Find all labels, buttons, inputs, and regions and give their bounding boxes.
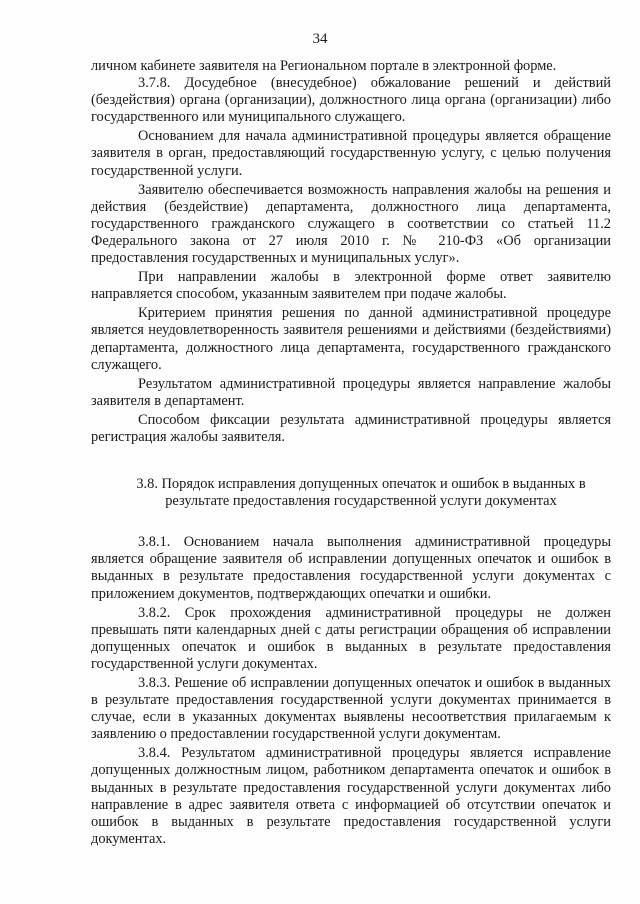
page-number: 34 (312, 31, 328, 47)
paragraph-electronic-answer: При направлении жалобы в электронной форме ответ заявителю направляется способом, указанным заявителем при подаче жалобы. (91, 269, 611, 303)
paragraph-continuation: личном кабинете заявителя на Региональном портале в электронной форме. (91, 58, 557, 74)
paragraph-criterion: Критерием принятия решения по данной административной процедуре является неудовлетворенность заявителя решениями и действиями (бездействиями) департамента, должностного лица департамента, государственного гражданского служащего. (91, 305, 611, 373)
section-title-3-8: 3.8. Порядок исправления допущенных опечаток и ошибок в выданных в результате предоставления государственной услуги документах (136, 476, 586, 510)
paragraph-3-8-4: 3.8.4. Результатом административной процедуры является исправление допущенных должностным лицом, работником департамента опечаток и ошибок в выданных в результате предоставления государственной услуги документах либо направление в адрес заявителя ответа с информацией об отсутствии опечаток и ошибок в выданных в результате предоставления государственной услуги документах. (91, 745, 611, 847)
paragraph-3-7-8: 3.7.8. Досудебное (внесудебное) обжалование решений и действий (бездействия) органа (организации), должностного лица органа (организации) либо государственного или муниципального служащего. (91, 75, 611, 126)
paragraph-fixation: Способом фиксации результата административной процедуры является регистрация жалобы заявителя. (91, 411, 611, 445)
paragraph-3-8-2: 3.8.2. Срок прохождения административной процедуры не должен превышать пяти календарных дней с даты регистрации обращения об исправлении допущенных опечаток и ошибок в выданных в результате предоставления государственной услуги документах. (91, 604, 611, 672)
document-body (91, 58, 611, 848)
paragraph-result: Результатом административной процедуры является направление жалобы заявителя в департамент. (91, 375, 611, 409)
paragraph-basis: Основанием для начала административной процедуры является обращение заявителя в орган, предоставляющий государственную услугу, с целью получения государственной услуги. (91, 128, 611, 179)
paragraph-3-8-3: 3.8.3. Решение об исправлении допущенных опечаток и ошибок в выданных в результате предоставления государственной услуги документах принимается в случае, если в указанных документах выявлены несоответствия прилагаемым к заявлению о предоставлении государственной услуги документам. (91, 675, 611, 743)
paragraph-complaint-possibility: Заявителю обеспечивается возможность направления жалобы на решения и действия (бездействие) департамента, должностного лица департамента, государственного гражданского служащего в соответствии со статьей 11.2 Федерального закона от 27 июля 2010 г. № 210-ФЗ «Об организации предоставления государственных и муниципальных услуг». (91, 181, 611, 267)
paragraph-3-8-1: 3.8.1. Основанием начала выполнения административной процедуры является обращение заявителя об исправлении допущенных опечаток и ошибок в выданных в результате предоставления государственной услуги документах с приложением документов, подтверждающих опечатки и ошибки. (91, 534, 611, 602)
